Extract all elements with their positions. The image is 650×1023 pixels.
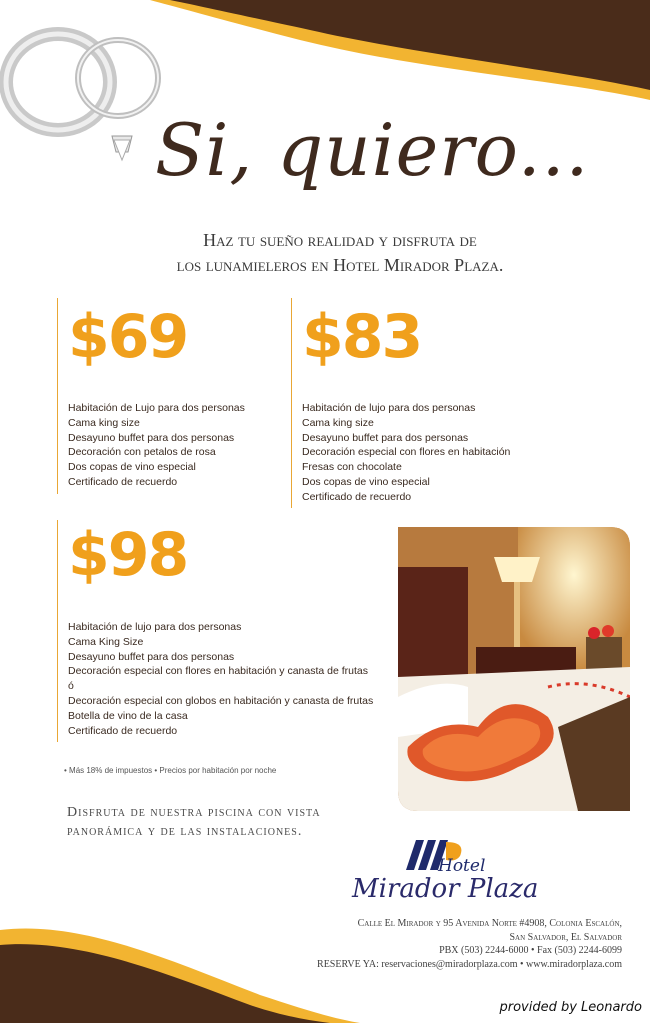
pool-text-line-1: Disfruta de nuestra piscina con vista [67, 805, 321, 820]
logo-hotel-name: Mirador Plaza [352, 874, 539, 904]
feature-item: Certificado de recuerdo [302, 490, 412, 503]
feature-item: Desayuno buffet para dos personas [302, 431, 469, 444]
page-title: Si, quiero... [155, 108, 590, 192]
feature-item: Decoración con petalos de rosa [68, 446, 216, 459]
package-price-98: $98 [68, 520, 188, 590]
feature-item: Habitación de Lujo para dos personas [68, 402, 245, 414]
pricing-note: • Más 18% de impuestos • Precios por habitación por noche [64, 766, 277, 775]
package-price-69: $69 [68, 302, 188, 372]
feature-item: Fresas con chocolate [302, 461, 402, 474]
address-block [202, 917, 622, 971]
feature-item: Certificado de recuerdo [68, 475, 178, 488]
subtitle-line-1: Haz tu sueño realidad y disfruta de [203, 230, 477, 250]
package-divider [291, 298, 292, 508]
feature-item: Cama King Size [68, 635, 144, 648]
address-line: Calle El Mirador y 95 Avenida Norte #4908, Colonia Escalón, [357, 918, 622, 929]
phone-fax: PBX (503) 2244-6000 • Fax (503) 2244-6099 [439, 945, 622, 956]
logo-hotel-word: Hotel [438, 856, 486, 876]
feature-item: Desayuno buffet para dos personas [68, 431, 235, 444]
hotel-logo [352, 836, 562, 908]
package-features-69 [68, 401, 245, 490]
feature-item: ó [68, 680, 74, 693]
address-city: San Salvador, El Salvador [509, 931, 622, 943]
package-features-83 [302, 401, 510, 505]
package-features-98 [68, 620, 373, 738]
feature-item: Cama king size [302, 416, 374, 429]
package-price-83: $83 [302, 302, 422, 372]
subtitle-line-2: los lunamieleros en Hotel Mirador Plaza. [176, 255, 504, 275]
feature-item: Decoración especial con flores en habitación y canasta de frutas [68, 665, 369, 678]
pool-text-line-2: panorámica y de las instalaciones. [67, 824, 303, 839]
package-divider [57, 298, 58, 494]
feature-item: Certificado de recuerdo [68, 724, 178, 737]
feature-item: Botella de vino de la casa [68, 709, 188, 722]
feature-item: Decoración especial con globos en habitación y canasta de frutas [68, 694, 374, 707]
room-photo [398, 527, 630, 811]
feature-item: Habitación de lujo para dos personas [302, 402, 476, 414]
feature-item: Desayuno buffet para dos personas [68, 650, 235, 663]
package-divider [57, 520, 58, 742]
feature-item: Cama king size [68, 416, 140, 429]
feature-item: Decoración especial con flores en habitación [302, 446, 511, 459]
feature-item: Dos copas de vino especial [68, 461, 196, 474]
feature-item: Dos copas de vino especial [302, 475, 430, 488]
feature-item: Habitación de lujo para dos personas [68, 621, 242, 633]
provided-by-credit: provided by Leonardo [499, 1000, 642, 1015]
wedding-rings-icon [0, 10, 170, 170]
reservation-contact[interactable]: RESERVE YA: reservaciones@miradorplaza.com • www.miradorplaza.com [317, 958, 622, 970]
